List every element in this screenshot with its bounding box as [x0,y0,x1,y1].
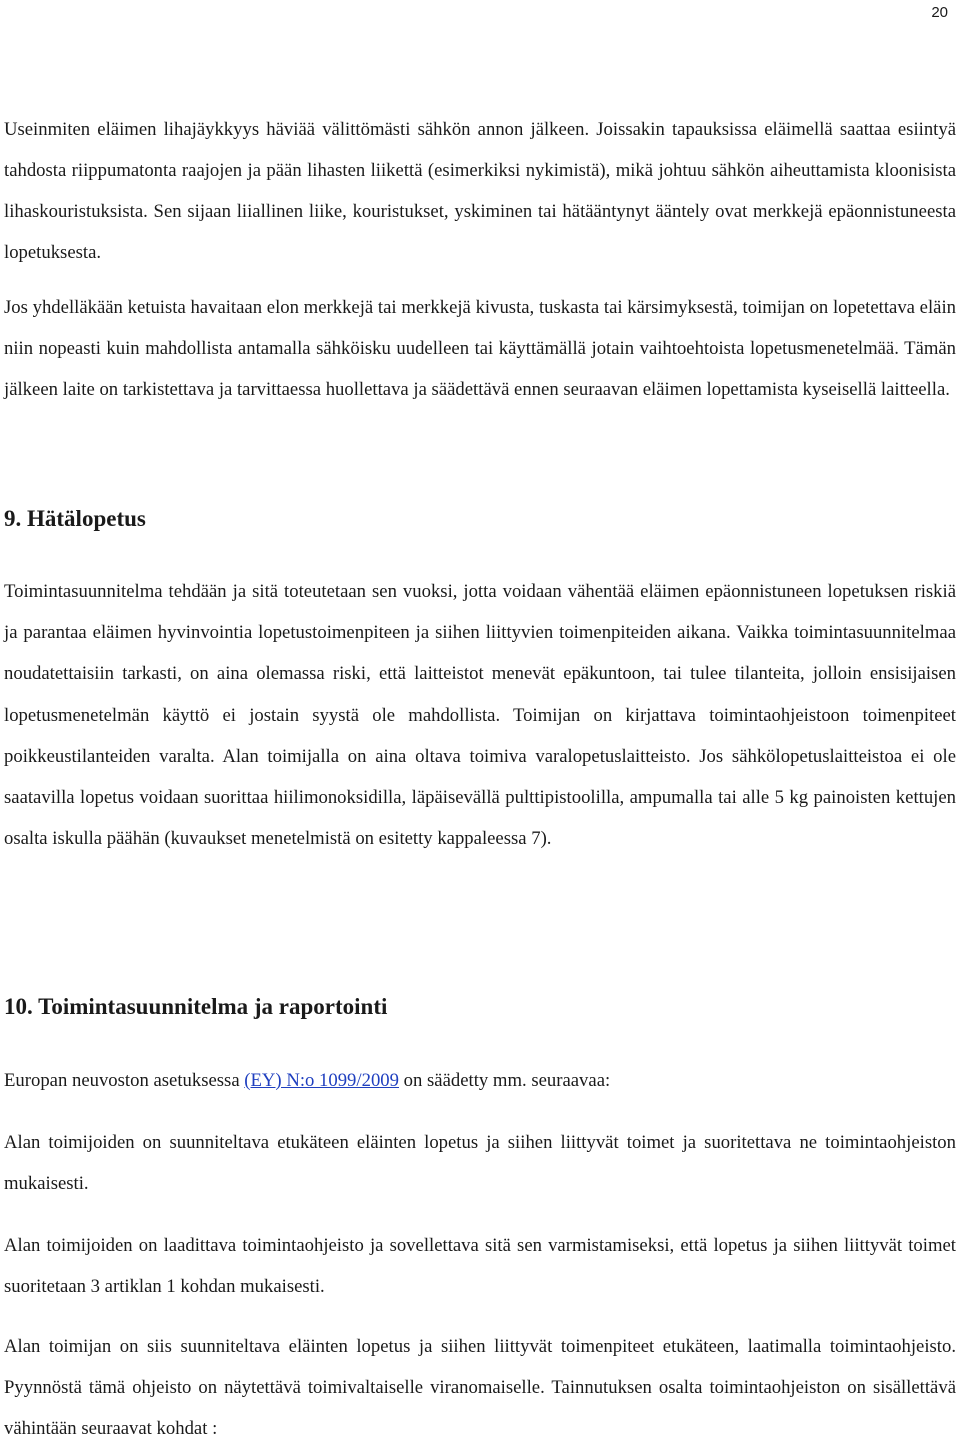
paragraph-operating-procedures: Alan toimijoiden on laadittava toimintaohjeisto ja sovellettava sitä sen varmistamiseksi, että lopetus ja siihen liittyvät toimet suoritetaan 3 artiklan 1 kohdan mukaisesti. [4,1235,956,1297]
regulation-intro-text: Europan neuvoston asetuksessa [4,1070,245,1091]
paragraph-regulation-intro [4,1060,956,1101]
page-number: 20 [931,4,948,21]
paragraph-action-plan: Toimintasuunnitelma tehdään ja sitä toteutetaan sen vuoksi, jotta voidaan vähentää eläimen epäonnistuneen lopetuksen riskiä ja parantaa eläimen hyvinvointia lopetustoimenpiteen ja siihen liittyvien toimenpiteiden aikana. Vaikka toimintasuunnitelmaa noudatettaisiin tarkasti, on aina olemassa riski, että laitteistot menevät epäkuntoon, tai tulee tilanteita, jolloin ensisijaisen lopetusmenetelmän käyttö ei jostain syystä ole mahdollista. Toimijan on kirjattava toimintaohjeistoon toimenpiteet poikkeustilanteiden varalta. Alan toimijalla on aina oltava toimiva varalopetuslaitteisto. Jos sähkölopetuslaitteistoa ei ole saatavilla lopetus voidaan suorittaa hiilimonoksidilla, läpäisevällä pulttipistoolilla, ampumalla tai alle 5 kg painoisten kettujen osalta iskulla päähän (kuvaukset menetelmistä on esitetty kappaleessa 7). [4,581,956,850]
regulation-intro-suffix: on säädetty mm. seuraavaa: [398,1070,611,1091]
paragraph-muscle-rigidity: Useinmiten eläimen lihajäykkyys häviää välittömästi sähkön annon jälkeen. Joissakin tapauksissa eläimellä saattaa esiintyä tahdosta riippumatonta raajojen ja pään lihasten liikettä (esimerkiksi nykimistä), mikä johtuu sähkön aiheuttamista kloonisista lihaskouristuksista. Sen sijaan liiallinen liike, kouristukset, yskiminen tai hätääntynyt ääntely ovat merkkejä epäonnistuneesta lopetuksesta. [4,119,956,263]
paragraph-signs-of-life: Jos yhdelläkään ketuista havaitaan elon merkkejä tai merkkejä kivusta, tuskasta tai kärsimyksestä, toimijan on lopetettava eläin niin nopeasti kuin mahdollista antamalla sähköisku uudelleen tai käyttämällä jotain vaihtoehtoista lopetusmenetelmää. Tämän jälkeen laite on tarkistettava ja tarvittaessa huollettava ja säädettävä ennen seuraavan eläimen lopettamista kyseisellä laitteella. [4,297,956,400]
paragraph-plan-in-advance: Alan toimijoiden on suunniteltava etukäteen eläinten lopetus ja siihen liittyvät toimet ja suoritettava ne toimintaohjeiston mukaisesti. [4,1132,956,1194]
paragraph-operator-duty: Alan toimijan on siis suunniteltava eläinten lopetus ja siihen liittyvät toimenpiteet etukäteen, laatimalla toimintaohjeisto. Pyynnöstä tämä ohjeisto on näytettävä toimivaltaiselle viranomaiselle. Tainnutuksen osalta toimintaohjeiston on sisällettävä vähintään seuraavat kohdat : [4,1336,956,1439]
section-heading-emergency-killing: 9. Hätälopetus [4,506,146,531]
section-heading-action-plan-reporting: 10. Toimintasuunnitelma ja raportointi [4,994,388,1019]
regulation-link[interactable]: (EY) N:o 1099/2009 [244,1070,399,1091]
